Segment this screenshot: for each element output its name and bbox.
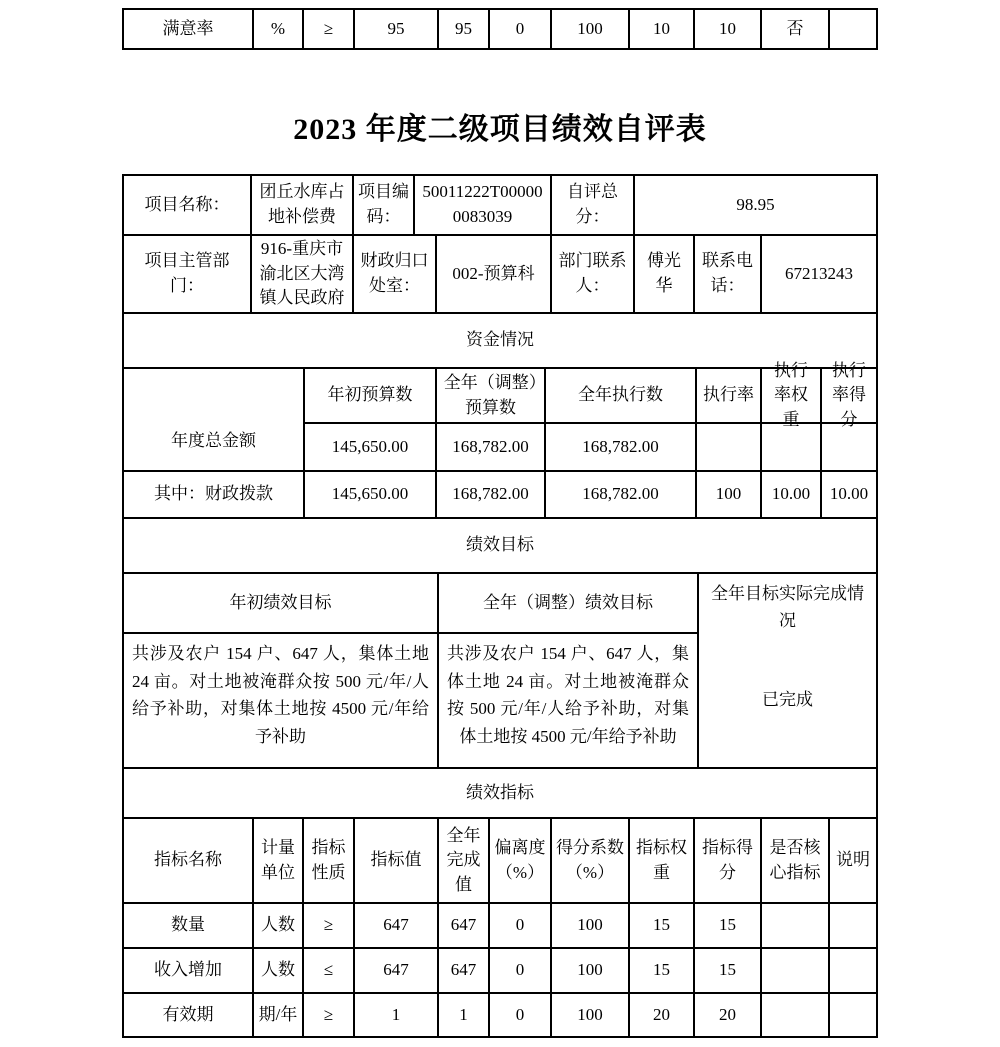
table-cell: 100 xyxy=(697,472,762,517)
table-cell: 15 xyxy=(630,949,695,992)
project-name-value: 团丘水库占地补偿费 xyxy=(252,176,354,234)
table-cell xyxy=(762,994,830,1036)
table-cell: 有效期 xyxy=(124,994,254,1036)
indicators-section-title: 绩效指标 xyxy=(466,782,534,802)
initial-goal-text: 共涉及农户 154 户、647 人，集体土地 24 亩。对土地被淹群众按 500 元/年/人给予补助，对集体土地按 4500 元/年给予补助 xyxy=(124,634,439,767)
column-header: 偏离度（%） xyxy=(490,819,552,902)
funding-total-label: 年度总金额 xyxy=(124,369,305,470)
table-cell: 100 xyxy=(552,10,630,48)
table-cell: 145,650.00 xyxy=(305,472,437,517)
indicators-header-row xyxy=(124,819,876,904)
table-cell: ≥ xyxy=(304,10,355,48)
column-header: 全年执行数 xyxy=(546,369,697,422)
column-header: 得分系数（%） xyxy=(552,819,630,902)
table-cell xyxy=(762,424,822,470)
adjusted-goal-text: 共涉及农户 154 户、647 人，集体土地 24 亩。对土地被淹群众按 500 元/年/人给予补助，对集体土地按 4500 元/年给予补助 xyxy=(447,644,689,746)
table-cell: 人数 xyxy=(254,949,304,992)
table-cell: 期/年 xyxy=(254,994,304,1036)
table-cell: ≤ xyxy=(304,949,355,992)
table-cell: 15 xyxy=(630,904,695,947)
contact-label: 部门联系人： xyxy=(552,236,635,312)
table-cell: 647 xyxy=(439,949,490,992)
table-cell: 1 xyxy=(439,994,490,1036)
page-title: 2023 年度二级项目绩效自评表 xyxy=(293,113,707,146)
funding-header-row xyxy=(305,360,876,429)
table-cell: 0 xyxy=(490,994,552,1036)
table-row xyxy=(124,10,876,48)
table-cell: 收入增加 xyxy=(124,949,254,992)
table-cell xyxy=(762,904,830,947)
table-cell: 数量 xyxy=(124,904,254,947)
funding-section-title: 资金情况 xyxy=(466,330,534,350)
column-header: 计量单位 xyxy=(254,819,304,902)
table-cell: 10.00 xyxy=(829,484,869,504)
table-cell: 10.00 xyxy=(762,472,822,517)
funding-section-row xyxy=(124,314,876,369)
table-cell: 0 xyxy=(490,904,552,947)
table-cell: 15 xyxy=(695,904,762,947)
goal-completion-status: 已完成 xyxy=(762,690,813,710)
indicator-row-quantity xyxy=(124,904,876,949)
goal-completion-header: 全年目标实际完成情况 xyxy=(711,584,864,631)
table-cell: % xyxy=(254,10,304,48)
department-label: 项目主管部门： xyxy=(124,236,252,312)
table-cell: ≥ xyxy=(304,994,355,1036)
indicators-section-row xyxy=(124,769,876,819)
project-name-row xyxy=(124,176,876,236)
table-cell: 否 xyxy=(762,10,830,48)
office-label: 财政归口处室： xyxy=(354,236,437,312)
table-cell: 145,650.00 xyxy=(305,424,437,470)
table-cell: 0 xyxy=(490,949,552,992)
funding-total-block xyxy=(124,360,876,472)
goals-header-row xyxy=(124,574,697,634)
column-header: 指标值 xyxy=(355,819,439,902)
goal-completion-cell xyxy=(699,574,876,767)
indicator-row-validity xyxy=(124,994,876,1036)
table-cell: 168,782.00 xyxy=(437,472,546,517)
project-code-value: 50011222T000000083039 xyxy=(415,176,552,234)
table-cell xyxy=(830,949,876,992)
table-cell: 168,782.00 xyxy=(546,472,697,517)
column-header: 执行率得分 xyxy=(832,360,866,429)
table-cell: 100 xyxy=(552,904,630,947)
column-header: 执行率 xyxy=(697,369,762,422)
table-cell: 10 xyxy=(695,10,762,48)
column-header: 指标权重 xyxy=(630,819,695,902)
table-cell: 15 xyxy=(695,949,762,992)
table-cell: 20 xyxy=(695,994,762,1036)
table-cell: 168,782.00 xyxy=(546,424,697,470)
table-cell: 满意率 xyxy=(124,10,254,48)
project-name-label: 项目名称： xyxy=(124,176,252,234)
goals-block xyxy=(124,574,876,769)
table-cell: 647 xyxy=(355,904,439,947)
table-cell: 100 xyxy=(552,994,630,1036)
goals-section-row xyxy=(124,519,876,574)
table-cell: 20 xyxy=(630,994,695,1036)
table-cell: ≥ xyxy=(304,904,355,947)
department-row xyxy=(124,236,876,314)
funding-total-values-row xyxy=(305,424,876,470)
table-cell: 1 xyxy=(355,994,439,1036)
contact-value: 傅光华 xyxy=(635,236,695,312)
department-value: 916-重庆市渝北区大湾镇人民政府 xyxy=(252,236,354,312)
table-cell xyxy=(830,904,876,947)
initial-goal-header: 年初绩效目标 xyxy=(124,574,439,632)
column-header: 说明 xyxy=(836,850,870,870)
table-cell: 647 xyxy=(439,904,490,947)
self-score-value: 98.95 xyxy=(736,194,775,214)
funding-fiscal-label: 其中：财政拨款 xyxy=(124,472,305,517)
table-cell: 10 xyxy=(630,10,695,48)
table-cell: 95 xyxy=(355,10,439,48)
goals-section-title: 绩效目标 xyxy=(466,535,534,555)
table-cell: 0 xyxy=(490,10,552,48)
table-cell xyxy=(822,424,876,470)
table-cell: 95 xyxy=(439,10,490,48)
column-header: 指标性质 xyxy=(304,819,355,902)
funding-fiscal-row xyxy=(124,472,876,519)
column-header: 年初预算数 xyxy=(305,369,437,422)
column-header: 指标名称 xyxy=(124,819,254,902)
adjusted-goal-header: 全年（调整）绩效目标 xyxy=(483,592,653,612)
self-score-label: 自评总分： xyxy=(552,176,635,234)
indicator-row-income xyxy=(124,949,876,994)
column-header: 是否核心指标 xyxy=(762,819,830,902)
phone-value: 67213243 xyxy=(785,263,853,283)
column-header: 指标得分 xyxy=(695,819,762,902)
table-cell xyxy=(762,949,830,992)
project-code-label: 项目编码： xyxy=(354,176,415,234)
goals-text-row xyxy=(124,634,697,767)
table-cell: 168,782.00 xyxy=(437,424,546,470)
column-header: 执行率权重 xyxy=(762,369,822,422)
phone-label: 联系电话： xyxy=(695,236,762,312)
column-header: 全年完成值 xyxy=(439,819,490,902)
table-cell: 100 xyxy=(552,949,630,992)
table-cell xyxy=(697,424,762,470)
satisfaction-row-table xyxy=(122,8,878,50)
table-cell xyxy=(830,10,876,48)
table-cell: 人数 xyxy=(254,904,304,947)
office-value: 002-预算科 xyxy=(437,236,552,312)
table-cell: 647 xyxy=(355,949,439,992)
column-header: 全年（调整）预算数 xyxy=(437,369,546,422)
table-cell xyxy=(830,994,876,1036)
self-evaluation-table xyxy=(122,174,878,1038)
